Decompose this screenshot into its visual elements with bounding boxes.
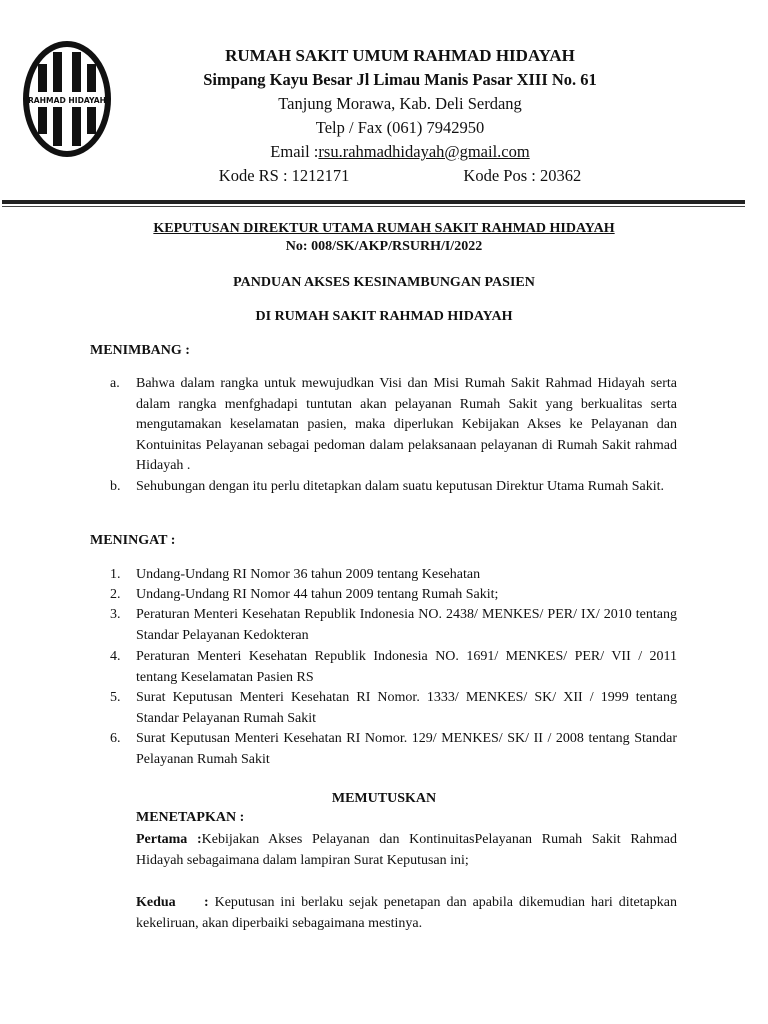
email-link[interactable]: rsu.rahmadhidayah@gmail.com bbox=[318, 142, 530, 161]
memutuskan-heading: MEMUTUSKAN bbox=[331, 791, 437, 806]
hospital-address: Simpang Kayu Besar Jl Limau Manis Pasar XIII No. 61 bbox=[203, 70, 597, 89]
kedua-label: Kedua bbox=[136, 895, 176, 910]
mengingat-heading: MENINGAT : bbox=[90, 533, 176, 548]
list-item-marker: 4. bbox=[110, 649, 121, 664]
mengingat-item-6: Surat Keputusan Menteri Kesehatan RI Nomor. 129/ MENKES/ SK/ II / 2008 tentang Standar Pelayanan Rumah Sakit bbox=[136, 731, 677, 767]
menimbang-item-b: Sehubungan dengan itu perlu ditetapkan dalam suatu keputusan Direktur Utama Rumah Sakit. bbox=[136, 479, 664, 494]
list-item-marker: 3. bbox=[110, 607, 121, 622]
decree-number: No: 008/SK/AKP/RSURH/I/2022 bbox=[285, 239, 483, 254]
list-item-marker: a. bbox=[110, 376, 120, 391]
kedua-colon: : bbox=[204, 895, 209, 910]
kode-pos: Kode Pos : 20362 bbox=[463, 166, 582, 185]
email-label: Email : bbox=[270, 142, 319, 161]
menimbang-heading: MENIMBANG : bbox=[90, 343, 190, 358]
kedua-text: Keputusan ini berlaku sejak penetapan dan apabila dikemudian hari ditetapkan kekeliruan, akan diperbaiki sebagaimana mestinya. bbox=[136, 895, 677, 931]
decree-title-2: DI RUMAH SAKIT RAHMAD HIDAYAH bbox=[255, 309, 513, 324]
list-item-marker: 2. bbox=[110, 587, 121, 602]
pertama-paragraph bbox=[136, 830, 677, 871]
kedua-paragraph bbox=[136, 893, 677, 934]
pertama-label: Pertama : bbox=[136, 832, 202, 847]
mengingat-item-2: Undang-Undang RI Nomor 44 tahun 2009 tentang Rumah Sakit; bbox=[136, 587, 499, 602]
menetapkan-heading: MENETAPKAN : bbox=[136, 810, 245, 825]
mengingat-item-1: Undang-Undang RI Nomor 36 tahun 2009 tentang Kesehatan bbox=[136, 567, 481, 582]
list-item-marker: b. bbox=[110, 479, 121, 494]
decree-title-1: PANDUAN AKSES KESINAMBUNGAN PASIEN bbox=[233, 275, 535, 290]
decree-heading: KEPUTUSAN DIREKTUR UTAMA RUMAH SAKIT RAHMAD HIDAYAH bbox=[153, 221, 615, 236]
list-item-marker: 5. bbox=[110, 690, 121, 705]
menimbang-item-a: Bahwa dalam rangka untuk mewujudkan Visi dan Misi Rumah Sakit Rahmad Hidayah serta dalam rangka menfghadapi tuntutan akan pelayanan Rumah Sakit yang berkualitas serta mengutamakan keselamatan pasien, maka diperlukan Kebijakan Akses ke Pelayanan dan Kontuinitas Pelayanan sebagai pedoman dalam pelaksanaan pelayanan di Rumah Sakit rahmad Hidayah . bbox=[136, 376, 677, 473]
pertama-text: Kebijakan Akses Pelayanan dan KontinuitasPelayanan Rumah Sakit Rahmad Hidayah sebagaimana dalam lampiran Surat Keputusan ini; bbox=[136, 832, 678, 868]
list-item-marker: 6. bbox=[110, 731, 121, 746]
decree-heading-line bbox=[0, 221, 768, 237]
mengingat-item-5: Surat Keputusan Menteri Kesehatan RI Nomor. 1333/ MENKES/ SK/ XII / 1999 tentang Standar Pelayanan Rumah Sakit bbox=[136, 690, 677, 726]
logo-text: RAHMAD HIDAYAH bbox=[27, 96, 107, 105]
mengingat-item-3: Peraturan Menteri Kesehatan Republik Indonesia NO. 2438/ MENKES/ PER/ IX/ 2010 tentang Standar Pelayanan Kedokteran bbox=[136, 607, 677, 643]
list-item-marker: 1. bbox=[110, 567, 121, 582]
kode-rs: Kode RS : 1212171 bbox=[218, 166, 350, 185]
hospital-phone: Telp / Fax (061) 7942950 bbox=[315, 118, 485, 137]
hospital-name: RUMAH SAKIT UMUM RAHMAD HIDAYAH bbox=[225, 46, 575, 65]
mengingat-item-4: Peraturan Menteri Kesehatan Republik Indonesia NO. 1691/ MENKES/ PER/ VII / 2011 tentang Keselamatan Pasien RS bbox=[136, 649, 677, 685]
hospital-city: Tanjung Morawa, Kab. Deli Serdang bbox=[278, 94, 522, 113]
